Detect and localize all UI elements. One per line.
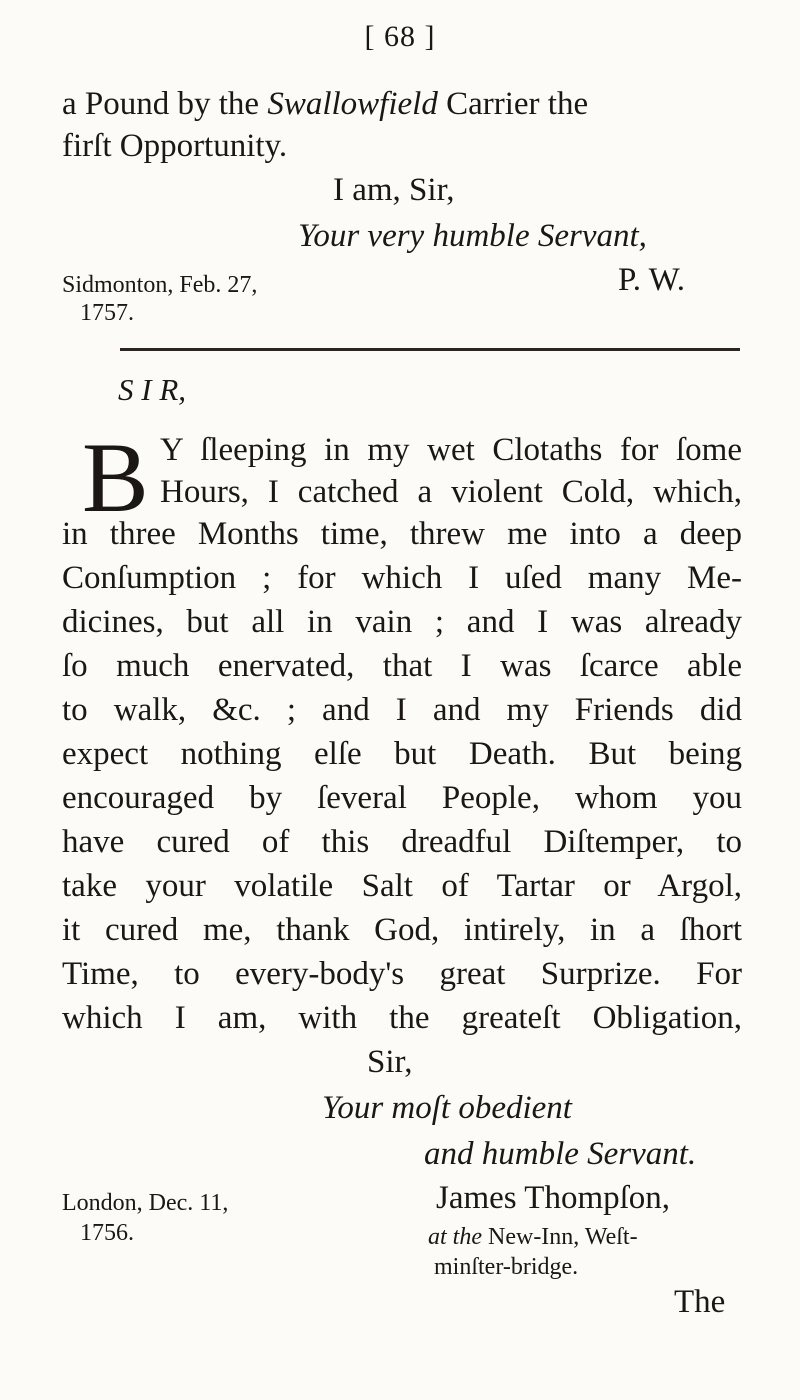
letter2-year: 1756. [80,1220,134,1246]
letter2-closing1-text: Your moſt obedient [322,1090,572,1126]
letter2-line: dicines, but all in vain ; and I was already [62,604,742,640]
letter2-place-date: London, Dec. 11, [62,1190,229,1216]
letter1-place: Swallowfield [267,86,438,122]
letter2-closing-sir: Sir, [367,1044,413,1080]
letter2-line: ſo much enervated, that I was ſcarce able [62,648,742,684]
letter2-line: Hours, I catched a violent Cold, which, [160,474,742,510]
letter2-line: Time, to every-body's great Surprize. For [62,956,742,992]
letter2-line: have cured of this dreadful Diſtemper, to [62,824,742,860]
section-divider [120,348,740,351]
letter2-address-rest: New-Inn, Weſt- [482,1224,638,1250]
letter1-signoff-text: Your very humble Servant, [298,218,647,254]
letter1-line1-pre: a Pound by the [62,86,268,122]
letter1-closing: I am, Sir, [333,172,455,208]
letter2-line: in three Months time, threw me into a deep [62,516,742,552]
dropcap-letter: B [82,422,149,533]
letter2-line: Y ſleeping in my wet Clotaths for ſome [160,432,742,468]
letter2-line: expect nothing elſe but Death. But being [62,736,742,772]
page-number: [ 68 ] [364,20,436,53]
letter2-line: encouraged by ſeveral People, whom you [62,780,742,816]
letter2-line: to walk, &c. ; and I and my Friends did [62,692,742,728]
catchword: The [674,1284,726,1320]
letter2-address-line1 [428,1224,638,1251]
letter2-signature: James Thompſon, [436,1180,671,1216]
letter2-salutation: S I R, [118,372,187,407]
letter2-address-line2: minſter-bridge. [434,1254,579,1280]
letter2-closing2 [424,1136,696,1173]
letter2-address-italic: at the [428,1224,482,1250]
letter1-line2: firſt Opportunity. [62,128,288,164]
letter2-line: Conſumption ; for which I uſed many Me- [62,560,742,596]
letter2-line: which I am, with the greateſt Obligation, [62,1000,742,1036]
letter1-line1-post: Carrier the [437,86,589,122]
letter1-place-date: Sidmonton, Feb. 27, [62,272,258,298]
letter2-closing1 [322,1090,572,1127]
letter1-year: 1757. [80,300,134,326]
letter1-signature: P. W. [618,262,685,298]
letter2-line: take your volatile Salt of Tartar or Argol, [62,868,742,904]
letter2-line: it cured me, thank God, intirely, in a ſhort [62,912,742,948]
letter1-line1 [62,84,742,124]
letter2-closing2-text: and humble Servant. [424,1136,697,1172]
letter1-signoff [298,218,647,255]
